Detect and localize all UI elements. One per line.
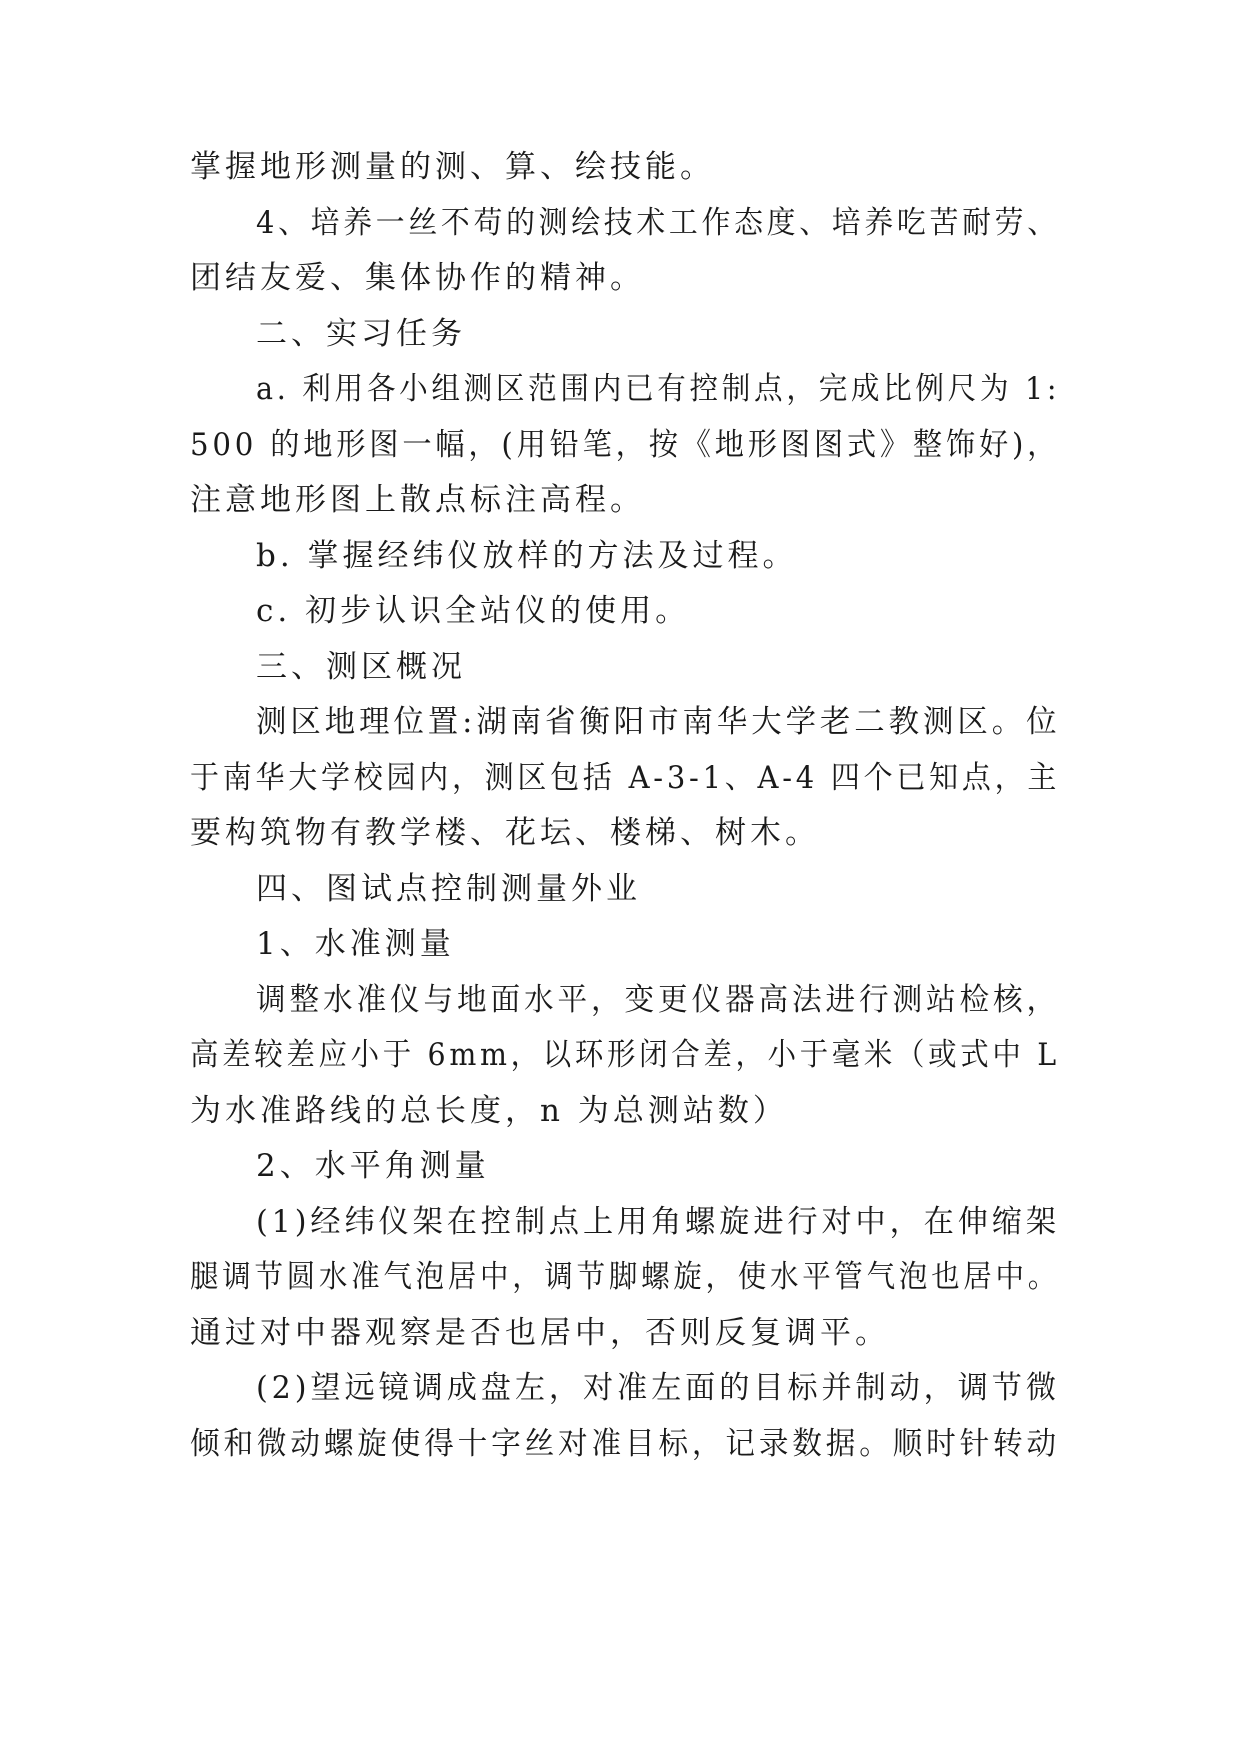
text-line-3: 团结友爱、集体协作的精神。 [190,260,645,296]
text-line-9: c. 初步认识全站仪的使用。 [256,593,691,629]
text-line-23: (2)望远镜调成盘左，对准左面的目标并制动，调节微 [256,1370,1060,1406]
section-heading-3: 三、测区概况 [256,649,466,685]
subheading-1: 1、水准测量 [256,926,455,962]
text-line-17: 高差较差应小于 6mm，以环形闭合差，小于毫米（或式中 L [190,1037,1060,1073]
text-line-20: (1)经纬仪架在控制点上用角螺旋进行对中，在伸缩架 [256,1204,1060,1240]
text-line-18: 为水准路线的总长度，n 为总测站数） [190,1093,788,1129]
text-line-2: 4、培养一丝不苟的测绘技术工作态度、培养吃苦耐劳、 [256,205,1060,241]
text-line-16: 调整水准仪与地面水平，变更仪器高法进行测站检核， [256,982,1060,1018]
text-line-22: 通过对中器观察是否也居中，否则反复调平。 [190,1315,890,1351]
section-heading-2: 二、实习任务 [256,316,466,352]
text-line-6: 500 的地形图一幅，(用铅笔，按《地形图图式》整饰好)， [190,427,1061,463]
text-line-24: 倾和微动螺旋使得十字丝对准目标，记录数据。顺时针转动 [190,1426,1060,1462]
text-line-12: 于南华大学校园内，测区包括 A-3-1、A-4 四个已知点，主 [190,760,1061,796]
text-line-11: 测区地理位置:湖南省衡阳市南华大学老二教测区。位 [256,704,1061,740]
text-line-13: 要构筑物有教学楼、花坛、楼梯、树木。 [190,815,820,851]
subheading-2: 2、水平角测量 [256,1148,490,1184]
section-heading-4: 四、图试点控制测量外业 [256,871,641,907]
text-line-5: a. 利用各小组测区范围内已有控制点，完成比例尺为 1: [256,371,1061,407]
text-line-1: 掌握地形测量的测、算、绘技能。 [190,149,715,185]
text-line-7: 注意地形图上散点标注高程。 [190,482,645,518]
text-line-8: b. 掌握经纬仪放样的方法及过程。 [256,538,798,574]
text-line-21: 腿调节圆水准气泡居中，调节脚螺旋，使水平管气泡也居中。 [190,1259,1060,1295]
